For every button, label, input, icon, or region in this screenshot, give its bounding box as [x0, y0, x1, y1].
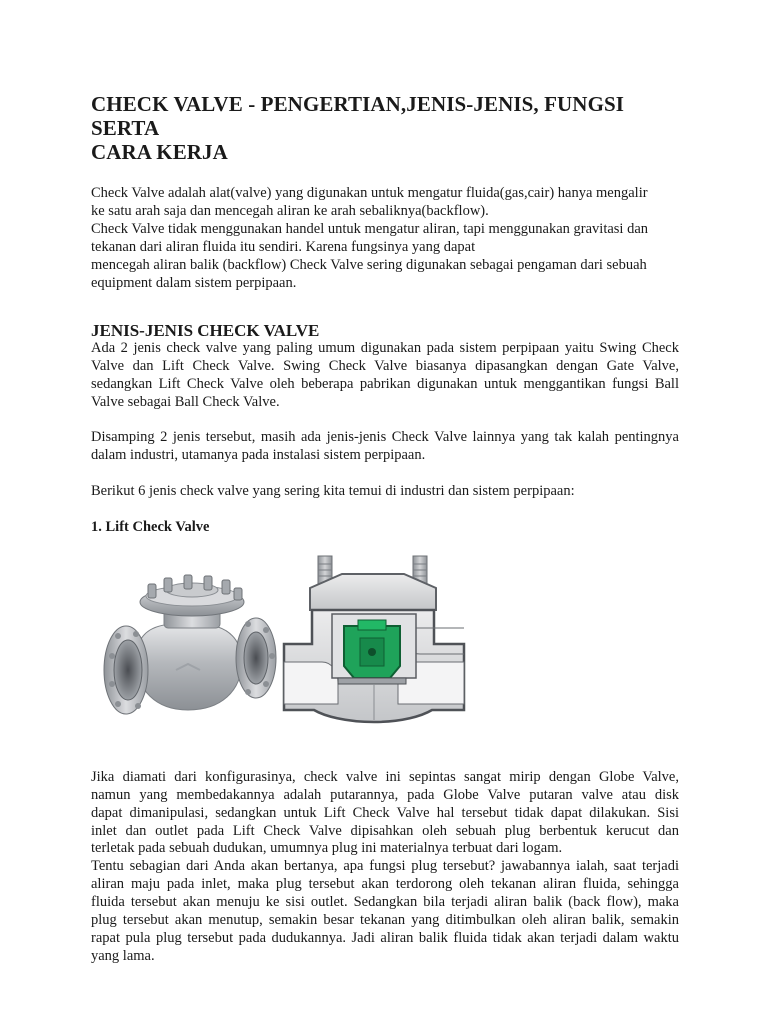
- lift-check-valve-description: [91, 769, 679, 966]
- text-line: aliran maju pada inlet, maka plug tersebut akan terdorong oleh tekanan aliran fluida, sehingga: [91, 876, 679, 893]
- text-line: tekanan dari aliran fluida itu sendiri. Karena fungsinya yang dapat: [91, 238, 476, 255]
- text-line: Jika diamati dari konfigurasinya, check valve ini sepintas sangat mirip dengan Globe Valve,: [91, 768, 679, 785]
- page-title: [91, 92, 679, 164]
- lift-check-valve-photo: [96, 560, 281, 730]
- other-types-paragraph: [91, 429, 679, 465]
- page-title-line-2: CARA KERJA: [91, 140, 228, 164]
- intro-paragraph: [91, 185, 679, 292]
- text-line: dalam industri, utamanya pada instalasi sistem perpipaan.: [91, 446, 426, 463]
- list-intro-paragraph: Berikut 6 jenis check valve yang sering kita temui di industri dan sistem perpipaan:: [91, 482, 575, 499]
- document-content: [91, 92, 679, 966]
- lift-check-valve-figure: [91, 552, 679, 732]
- text-line: sedangkan Lift Check Valve oleh beberapa pabrikan digunakan untuk menggantikan fungsi Ball: [91, 376, 679, 393]
- subheading-lift-check-valve: 1. Lift Check Valve: [91, 518, 210, 535]
- text-line: namun yang membedakannya adalah putarannya, pada Globe Valve putaran valve atau disk: [91, 786, 679, 803]
- page-title-line-1: CHECK VALVE - PENGERTIAN,JENIS-JENIS, FUNGSI SERTA: [91, 92, 625, 140]
- text-line: inlet dan outlet pada Lift Check Valve dipisahkan oleh sebuah plug berbentuk kerucut dan: [91, 822, 679, 839]
- text-line: Ada 2 jenis check valve yang paling umum digunakan pada sistem perpipaan yaitu Swing Check: [91, 340, 679, 357]
- text-line: plug tersebut akan menutup, semakin besar tekanan yang ditimbulkan oleh aliran balik, semakin: [91, 912, 679, 929]
- text-line: terletak pada sebuah dudukan, umumnya plug ini materialnya terbuat dari logam.: [91, 840, 563, 857]
- lift-check-valve-cross-section: [282, 554, 466, 726]
- section-paragraph: [91, 340, 679, 412]
- text-line: Check Valve adalah alat(valve) yang digunakan untuk mengatur fluida(gas,cair) hanya mengalir: [91, 185, 648, 201]
- text-line: mencegah aliran balik (backflow) Check Valve sering digunakan sebagai pengaman dari sebuah: [91, 256, 647, 273]
- text-line: fluida tersebut akan menuju ke sisi outlet. Sedangkan bila terjadi aliran balik (back flow), maka: [91, 894, 679, 911]
- text-line: Valve sebagai Ball Check Valve.: [91, 394, 280, 411]
- text-line: dapat dimanipulasi, sedangkan untuk Lift Check Valve hal tersebut tidak dapat dilakukan. Sisi: [91, 804, 679, 821]
- text-line: Check Valve tidak menggunakan handel untuk mengatur aliran, tapi menggunakan gravitasi dan: [91, 220, 649, 237]
- text-line: yang lama.: [91, 947, 155, 964]
- text-line: equipment dalam sistem perpipaan.: [91, 274, 297, 291]
- section-heading: JENIS-JENIS CHECK VALVE: [91, 321, 320, 341]
- text-line: ke satu arah saja dan mencegah aliran ke arah sebaliknya(backflow).: [91, 202, 489, 219]
- text-line: Tentu sebagian dari Anda akan bertanya, apa fungsi plug tersebut? jawabannya ialah, saat terjadi: [91, 858, 679, 875]
- text-line: rapat pula plug tersebut pada dudukannya. Jadi aliran balik fluida tidak akan terjadi dalam waktu: [91, 929, 679, 946]
- text-line: Disamping 2 jenis tersebut, masih ada jenis-jenis Check Valve lainnya yang tak kalah pentingnya: [91, 429, 679, 446]
- text-line: Valve dan Lift Check Valve. Swing Check Valve biasanya dipasangkan dengan Gate Valve,: [91, 358, 679, 375]
